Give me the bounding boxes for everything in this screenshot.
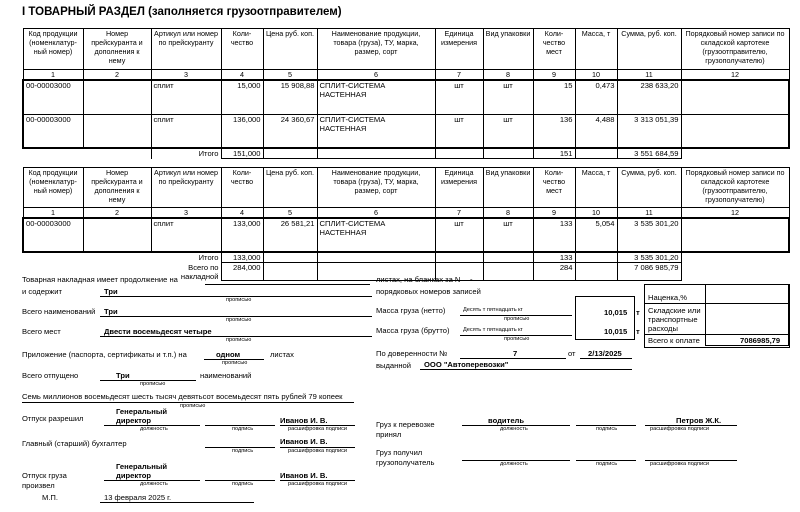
- cell-code: 00-00003000: [23, 218, 83, 252]
- caption: прописью: [226, 297, 252, 303]
- cell-pack: шт: [483, 80, 533, 114]
- col-number: 6: [317, 208, 435, 219]
- col-number: 3: [151, 208, 221, 219]
- gross-mass-words: Десять т пятнадцать кг: [463, 327, 523, 333]
- grand-total-label: Всего по накладной: [180, 262, 219, 281]
- col-number: 1: [23, 70, 83, 81]
- col-number: 3: [151, 70, 221, 81]
- cell-places: 136: [533, 114, 575, 148]
- release-date: 13 февраля 2025 г.: [104, 493, 172, 502]
- header-record: Порядковый номер записи по складской картотеке (грузоотправителю, грузополучателю): [681, 168, 789, 208]
- released-label: Всего отпущено: [22, 371, 79, 380]
- col-number: 7: [435, 70, 483, 81]
- grand-total-places: 284: [533, 263, 575, 281]
- total-label: Итого: [198, 253, 219, 262]
- caption: расшифровка подписи: [288, 448, 348, 454]
- total-to-pay-label: Всего к оплате: [648, 336, 700, 345]
- caption: подпись: [596, 426, 618, 432]
- header-pricelist: Номер прейскуранта и дополнения к нему: [83, 29, 151, 70]
- attachment-label: Приложение (паспорта, сертификаты и т.п.) на: [22, 350, 187, 359]
- table-row: [23, 114, 789, 148]
- header-mass: Масса, т: [575, 29, 617, 70]
- cell-sum: 3 313 051,39: [617, 114, 681, 148]
- total-sum: 3 535 301,20: [617, 252, 681, 263]
- total-row: [23, 148, 789, 159]
- proxy-label: По доверенности №: [376, 349, 448, 358]
- continuation-label: Товарная накладная имеет продолжение на: [22, 275, 178, 284]
- cell-sum: 3 535 301,20: [617, 218, 681, 252]
- col-number: 10: [575, 70, 617, 81]
- header-unit: Единица измерения: [435, 29, 483, 70]
- released-tail: наименований: [200, 371, 252, 380]
- contains-value: Три: [104, 287, 118, 296]
- header-record: Порядковый номер записи по складской картотеке (грузоотправителю, грузополучателю): [681, 29, 789, 70]
- col-number: 11: [617, 70, 681, 81]
- goods-table-page2: [22, 167, 790, 281]
- issued-label: выданной: [376, 361, 411, 370]
- caption: должность: [500, 426, 528, 432]
- header-places: Коли-чество мест: [533, 168, 575, 208]
- cell-article: сплит: [151, 218, 221, 252]
- cell-pricelist: [83, 218, 151, 252]
- col-number: 9: [533, 70, 575, 81]
- cell-price: 15 908,88: [263, 80, 317, 114]
- header-pack: Вид упаковки: [483, 168, 533, 208]
- cargo-released-name: Иванов И. В.: [280, 471, 328, 480]
- header-sum: Сумма, руб. коп.: [617, 168, 681, 208]
- caption: расшифровка подписи: [288, 426, 348, 432]
- header-article: Артикул или номер по прейскуранту: [151, 168, 221, 208]
- caption: расшифровка подписи: [288, 481, 348, 487]
- total-qty: 133,000: [221, 252, 263, 263]
- proxy-number: 7: [513, 349, 518, 358]
- gross-mass-value: 10,015: [604, 327, 628, 336]
- col-number: 5: [263, 208, 317, 219]
- cell-pack: шт: [483, 218, 533, 252]
- cargo-accepted-position: водитель: [488, 416, 525, 425]
- header-unit: Единица измерения: [435, 168, 483, 208]
- permit-position: Генеральный директор: [116, 407, 168, 425]
- caption: расшифровка подписи: [650, 461, 710, 467]
- cell-qty: 133,000: [221, 218, 263, 252]
- col-number: 12: [681, 70, 789, 81]
- cell-name: СПЛИТ-СИСТЕМА НАСТЕННАЯ: [317, 218, 435, 252]
- caption: должность: [500, 461, 528, 467]
- accountant-label: Главный (старший) бухгалтер: [22, 439, 127, 448]
- caption: прописью: [180, 403, 206, 409]
- col-number: 4: [221, 208, 263, 219]
- col-number: 8: [483, 70, 533, 81]
- attachment-value: одном: [216, 350, 241, 359]
- header-price: Цена руб. коп.: [263, 29, 317, 70]
- names-count-value: Три: [104, 307, 118, 316]
- cargo-accepted-name: Петров Ж.К.: [676, 416, 722, 425]
- header-pack: Вид упаковки: [483, 29, 533, 70]
- grand-total-qty: 284,000: [221, 263, 263, 281]
- total-qty: 151,000: [221, 148, 263, 159]
- caption: должность: [140, 481, 168, 487]
- header-pricelist: Номер прейскуранта и дополнения к нему: [83, 168, 151, 208]
- cell-mass: 4,488: [575, 114, 617, 148]
- total-label: Итого: [151, 148, 221, 159]
- total-sum: 3 551 684,59: [617, 148, 681, 159]
- caption: прописью: [504, 336, 530, 342]
- warehouse-costs-label: Складские или транспортные расходы: [648, 306, 701, 333]
- header-name: Наименование продукции, товара (груза), ТУ, марка, размер, сорт: [317, 29, 435, 70]
- cell-price: 26 581,21: [263, 218, 317, 252]
- cell-pricelist: [83, 80, 151, 114]
- cell-record: [681, 218, 789, 252]
- caption: подпись: [232, 426, 254, 432]
- net-mass-words: Десять т пятнадцать кг: [463, 307, 523, 313]
- header-qty: Коли-чество: [221, 168, 263, 208]
- header-article: Артикул или номер по прейскуранту: [151, 29, 221, 70]
- cell-article: сплит: [151, 114, 221, 148]
- names-count-label: Всего наименований: [22, 307, 96, 316]
- col-number: 5: [263, 70, 317, 81]
- header-sum: Сумма, руб. коп.: [617, 29, 681, 70]
- places-count-label: Всего мест: [22, 327, 61, 336]
- proxy-from-label: от: [568, 349, 576, 358]
- attachment-tail: листах: [270, 350, 294, 359]
- grand-total-sum: 7 086 985,79: [617, 263, 681, 281]
- cell-places: 15: [533, 80, 575, 114]
- header-code: Код продукции (номенклатур-ный номер): [23, 29, 83, 70]
- table-row: [23, 80, 789, 114]
- caption: расшифровка подписи: [650, 426, 710, 432]
- goods-table-page1: [22, 28, 790, 159]
- net-mass-value: 10,015: [604, 308, 628, 317]
- cell-qty: 136,000: [221, 114, 263, 148]
- cargo-released-label: Отпуск груза произвел: [22, 471, 67, 490]
- cell-article: сплит: [151, 80, 221, 114]
- cell-price: 24 360,67: [263, 114, 317, 148]
- cargo-accepted-label: Груз к перевозке принял: [376, 420, 435, 439]
- stamp-label: М.П.: [42, 493, 59, 502]
- cell-mass: 0,473: [575, 80, 617, 114]
- sheets-label: листах, на бланках за N: [376, 275, 461, 284]
- cell-record: [681, 114, 789, 148]
- net-mass-label: Масса груза (нетто): [376, 306, 446, 315]
- col-number: 8: [483, 208, 533, 219]
- col-number: 9: [533, 208, 575, 219]
- col-number: 10: [575, 208, 617, 219]
- cell-unit: шт: [435, 218, 483, 252]
- caption: прописью: [222, 360, 248, 366]
- cell-name: СПЛИТ-СИСТЕМА НАСТЕННАЯ: [317, 80, 435, 114]
- header-places: Коли-чество мест: [533, 29, 575, 70]
- accountant-name: Иванов И. В.: [280, 437, 328, 446]
- places-count-value: Двести восемьдесят четыре: [104, 327, 212, 336]
- net-mass-unit: т: [636, 308, 640, 317]
- col-number: 11: [617, 208, 681, 219]
- col-number: 7: [435, 208, 483, 219]
- header-qty: Коли-чество: [221, 29, 263, 70]
- total-to-pay-value: 7086985,79: [740, 336, 781, 345]
- caption: подпись: [232, 481, 254, 487]
- markup-label: Наценка,%: [648, 293, 687, 302]
- cell-places: 133: [533, 218, 575, 252]
- cargo-received-label: Груз получил грузополучатель: [376, 448, 435, 467]
- sum-in-words: Семь миллионов восемьдесят шесть тысяч девятьсот восемьдесят пять рублей 79 копеек: [22, 392, 343, 401]
- cell-qty: 15,000: [221, 80, 263, 114]
- total-places: 133: [533, 252, 575, 263]
- gross-mass-label: Масса груза (брутто): [376, 326, 450, 335]
- col-number: 12: [681, 208, 789, 219]
- cell-pack: шт: [483, 114, 533, 148]
- total-places: 151: [533, 148, 575, 159]
- col-number: 4: [221, 70, 263, 81]
- cell-pricelist: [83, 114, 151, 148]
- col-number: 1: [23, 208, 83, 219]
- permit-name: Иванов И. В.: [280, 416, 328, 425]
- permit-label: Отпуск разрешил: [22, 414, 84, 423]
- col-number: 6: [317, 70, 435, 81]
- header-price: Цена руб. коп.: [263, 168, 317, 208]
- caption: прописью: [226, 337, 252, 343]
- cell-code: 00-00003000: [23, 80, 83, 114]
- cell-name: СПЛИТ-СИСТЕМА НАСТЕННАЯ: [317, 114, 435, 148]
- gross-mass-unit: т: [636, 327, 640, 336]
- records-label: порядковых номеров записей: [376, 287, 481, 296]
- col-number: 2: [83, 70, 151, 81]
- caption: прописью: [140, 381, 166, 387]
- caption: подпись: [596, 461, 618, 467]
- released-value: Три: [116, 371, 130, 380]
- caption: должность: [140, 426, 168, 432]
- section-title: I ТОВАРНЫЙ РАЗДЕЛ (заполняется грузоотправителем): [22, 6, 342, 18]
- caption: прописью: [226, 317, 252, 323]
- cargo-released-position: Генеральный директор: [116, 462, 168, 480]
- cell-unit: шт: [435, 114, 483, 148]
- caption: подпись: [232, 448, 254, 454]
- caption: прописью: [504, 316, 530, 322]
- cell-code: 00-00003000: [23, 114, 83, 148]
- header-code: Код продукции (номенклатур-ный номер): [23, 168, 83, 208]
- cell-record: [681, 80, 789, 114]
- cell-mass: 5,054: [575, 218, 617, 252]
- sheets-dash: -: [470, 275, 473, 284]
- header-name: Наименование продукции, товара (груза), ТУ, марка, размер, сорт: [317, 168, 435, 208]
- col-number: 2: [83, 208, 151, 219]
- proxy-date: 2/13/2025: [588, 349, 622, 358]
- cell-sum: 238 633,20: [617, 80, 681, 114]
- header-mass: Масса, т: [575, 168, 617, 208]
- contains-label: и содержит: [22, 287, 62, 296]
- table-row: [23, 218, 789, 252]
- issued-value: ООО "Автоперевозки": [424, 360, 509, 369]
- total-row: [23, 252, 789, 263]
- cell-unit: шт: [435, 80, 483, 114]
